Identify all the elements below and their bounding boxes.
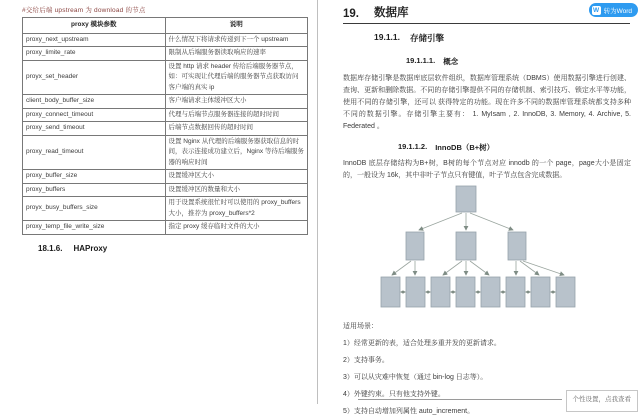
param-cell: proxy_limite_rate [23,47,166,61]
section-heading-innodb [398,142,640,153]
table-row [23,221,308,235]
param-cell: proxy_send_timeout [23,122,166,136]
desc-cell: 设置缓冲区的数量和大小 [165,183,308,197]
concept-paragraph: 数据库存储引擎是数据库底层软件组织，数据库管理系统（DBMS）使用数据引擎进行创建、查询、更新和删除数据。不同的存储引擎提供不同的存储机制、索引技巧、锁定水平等功能，使用不同的存储引擎，还可以 获得特定的功能。现在许多不同的数据库管理系统都支持多种不同的数据引擎。存储引擎主要有： 1. MyIsam , 2. InnoDB, 3. Memory, 4. Archive, 5. Federated 。 [343,75,631,130]
section-title: InnoDB（B+树） [435,143,495,152]
table-row [23,60,308,95]
tree-internal-node [456,232,476,260]
section-title: 概念 [443,57,459,66]
section-heading-storage-engine [374,32,640,44]
table-row [23,170,308,184]
tree-leaf-node [556,277,575,307]
scenarios-title: 适用场景： [343,323,378,330]
table-row [23,33,308,47]
bplus-tree-svg [376,185,598,311]
section-number: 19.1.1.2. [398,142,428,151]
section-number: 19.1.1.1. [406,56,436,65]
tree-leaf-node [431,277,450,307]
desc-cell: 限制从后端服务器读取响应的速率 [165,47,308,61]
section-number: 19.1.1. [374,32,400,42]
section-number: 18.1.6. [38,243,63,253]
table-row [23,122,308,136]
param-cell: proxy_temp_file_write_size [23,221,166,235]
personal-settings-button[interactable]: 个性设置，点我查看 [566,390,639,412]
section-heading-haproxy [38,244,317,253]
document-page-right [318,0,640,415]
document-page-left [0,0,317,404]
config-comment-line: #交给后端 upstream 为 download 的节点 [22,7,146,14]
section-heading-concept [406,56,640,67]
tree-leaf-node [381,277,400,307]
table-row [23,47,308,61]
proxy-params-table [22,17,308,235]
scenario-item: 3）可以从灾难中恢复（通过 bin-log 日志等）。 [343,374,488,381]
table-header-desc: 说明 [165,18,308,34]
param-cell: proxy_buffer_size [23,170,166,184]
param-cell: proxy_buffers [23,183,166,197]
convert-to-word-label: 转为Word [603,7,632,15]
desc-cell: 设置 Nginx 从代理的后端服务器获取信息的时间，表示连接成功建立后，Nginx 等待后端服务器的响应时间 [165,135,308,170]
desc-cell: 用于设置系统很忙时可以使用的 proxy_buffers 大小，推荐为 proxy_buffers*2 [165,197,308,221]
tree-leaf-node [506,277,525,307]
desc-cell: 后端节点数据回传的超时时间 [165,122,308,136]
tree-internal-node [406,232,424,260]
word-icon: W [593,6,600,14]
desc-cell: 代理与后端节点服务器连接的超时时间 [165,108,308,122]
tree-leaf-node [456,277,475,307]
desc-cell: 设置 http 请求 header 传给后端服务器节点，如：可实现让代理后端的服务器节点获取访问客户端的真实 ip [165,60,308,95]
table-row [23,95,308,109]
scenario-item: 1）经常更新的表，适合处理多重并发的更新请求。 [343,340,501,347]
desc-cell: 客户端请求主体缓冲区大小 [165,95,308,109]
table-row [23,183,308,197]
page-footer-rule [358,399,562,400]
table-header-param: proxy 模块参数 [23,18,166,34]
table-row [23,197,308,221]
tree-leaf-node [531,277,550,307]
param-cell: proxy_read_timeout [23,135,166,170]
tree-root-node [456,186,476,212]
chapter-heading [343,4,630,24]
table-row [23,135,308,170]
scenario-item: 2）支持事务。 [343,357,389,364]
section-title: 存储引擎 [410,33,445,43]
param-cell: client_body_buffer_size [23,95,166,109]
param-cell: proyx_busy_buffers_size [23,197,166,221]
desc-cell: 什么情况下将请求传递到下一个 upstream [165,33,308,47]
table-row [23,108,308,122]
desc-cell: 设置缓冲区大小 [165,170,308,184]
param-cell: proxy_connect_timeout [23,108,166,122]
chapter-title: 数据库 [374,7,409,19]
desc-cell: 指定 proxy 缓存临时文件的大小 [165,221,308,235]
param-cell: proxy_next_upstream [23,33,166,47]
chapter-number: 19. [343,8,359,20]
innodb-paragraph: InnoDB 底层存储结构为B+树，B树的每个节点对应 innodb 的一个 page，page大小是固定的，一般设为 16k，其中非叶子节点只有键值，叶子节点包含完成数据。 [343,160,631,179]
tree-internal-node [508,232,526,260]
scenario-item: 5）支持自动增加列属性 auto_increment。 [343,408,475,415]
bplus-tree-diagram [376,185,640,316]
convert-to-word-button[interactable] [589,3,638,17]
scenario-item: 4）外键约束。只有他支持外键。 [343,391,445,398]
table-header-row [23,18,308,34]
tree-leaf-node [406,277,425,307]
param-cell: proyx_set_header [23,60,166,95]
tree-leaf-node [481,277,500,307]
section-title: HAProxy [73,243,108,253]
